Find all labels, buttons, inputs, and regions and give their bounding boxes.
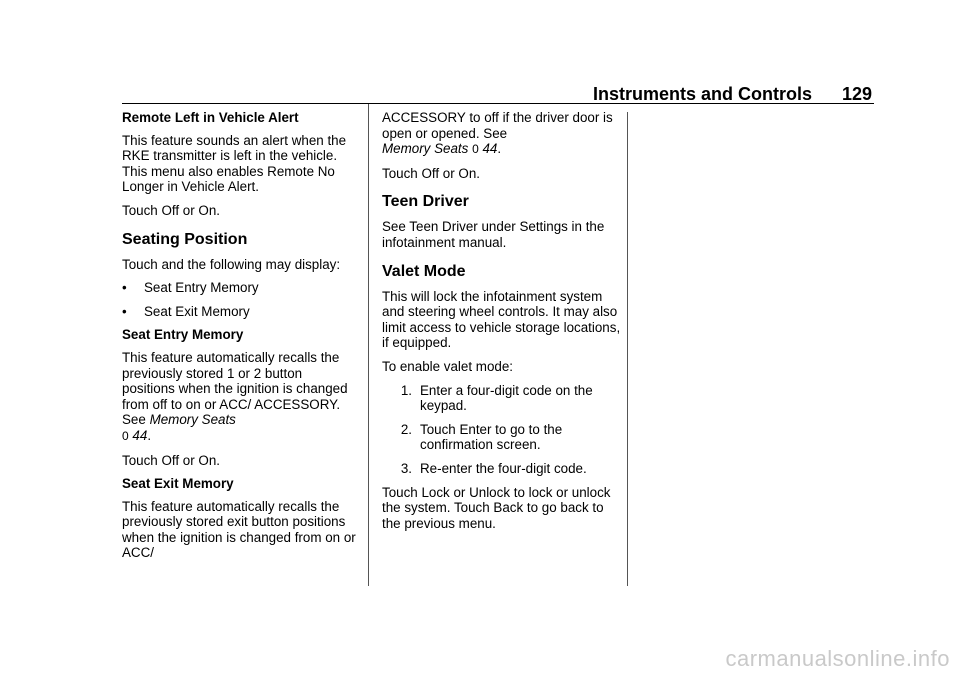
seat-exit-cont-text: ACCESSORY to off if the driver door is open or opened. See: [382, 110, 613, 141]
seating-position-heading: Seating Position: [122, 230, 248, 248]
bullet-icon: •: [122, 303, 127, 319]
teen-driver-heading: Teen Driver: [382, 193, 469, 211]
seat-entry-text: This feature automatically recalls the previously stored 1 or 2 button positions when the ignition is changed from off to on or ACC/ ACCESSORY. See: [122, 349, 348, 428]
page-header: [122, 80, 874, 104]
step-number: 1.: [400, 382, 412, 398]
seat-exit-body: This feature automatically recalls the previously stored exit button positions when the ignition is changed from on or ACC/: [122, 498, 356, 561]
seat-exit-continued: ACCESSORY to off if the driver door is open or opened. See Memory Seats 0 44.: [382, 110, 613, 157]
step-text: Enter a four-digit code on the keypad.: [420, 382, 593, 414]
xref-page-link[interactable]: 44: [482, 141, 498, 157]
memory-seats-link[interactable]: Memory Seats: [149, 412, 236, 428]
section-title: Instruments and Controls: [592, 84, 812, 104]
valet-mode-heading: Valet Mode: [382, 262, 466, 280]
column-divider-right: [627, 112, 628, 586]
remote-alert-touch: Touch Off or On.: [122, 202, 220, 218]
remote-alert-heading: Remote Left in Vehicle Alert: [122, 110, 299, 125]
watermark: carmanualsonline.info: [725, 646, 950, 671]
step-text: Touch Enter to go to the confirmation screen.: [420, 421, 563, 453]
list-item-text: Seat Entry Memory: [144, 280, 259, 296]
teen-driver-body: See Teen Driver under Settings in the infotainment manual.: [382, 219, 605, 250]
list-item: [382, 383, 622, 414]
step-number: 3.: [400, 460, 412, 476]
seat-exit-heading: Seat Exit Memory: [122, 476, 234, 492]
valet-mode-body: This will lock the infotainment system and steering wheel controls. It may also limit access to vehicle storage locations, if equipped.: [382, 288, 621, 351]
list-item-text: Seat Exit Memory: [144, 303, 250, 319]
seat-entry-body: This feature automatically recalls the previously stored 1 or 2 button positions when the ignition is changed from off to on or ACC/ ACCESSORY. See Memory Seats 0 44.: [122, 349, 348, 443]
remote-alert-body: This feature sounds an alert when the RKE transmitter is left in the vehicle. This menu also enables Remote No Longer in Vehicle Alert.: [122, 132, 347, 195]
step-text: Re-enter the four-digit code.: [420, 460, 587, 476]
seat-exit-touch: Touch Off or On.: [382, 165, 480, 181]
bullet-icon: •: [122, 280, 127, 296]
valet-mode-enable: To enable valet mode:: [382, 358, 514, 374]
header-rule: [122, 103, 874, 104]
list-item: [122, 304, 358, 320]
xref-arrow-icon: 0: [472, 142, 479, 157]
xref-page-link[interactable]: 44: [132, 427, 148, 443]
seat-entry-touch: Touch Off or On.: [122, 452, 220, 468]
seat-entry-heading: Seat Entry Memory: [122, 327, 244, 343]
valet-mode-lock: Touch Lock or Unlock to lock or unlock the system. Touch Back to go back to the previous menu.: [382, 484, 611, 531]
page-number: 129: [841, 84, 872, 104]
column-divider-left: [368, 104, 369, 586]
column-left: [122, 110, 358, 569]
memory-seats-link[interactable]: Memory Seats: [382, 141, 469, 157]
seating-position-body: Touch and the following may display:: [122, 256, 341, 272]
xref-arrow-icon: 0: [122, 428, 129, 443]
list-item: [382, 461, 622, 477]
list-item: [382, 422, 622, 453]
step-number: 2.: [400, 421, 412, 437]
list-item: [122, 280, 358, 296]
column-middle: [382, 110, 622, 539]
